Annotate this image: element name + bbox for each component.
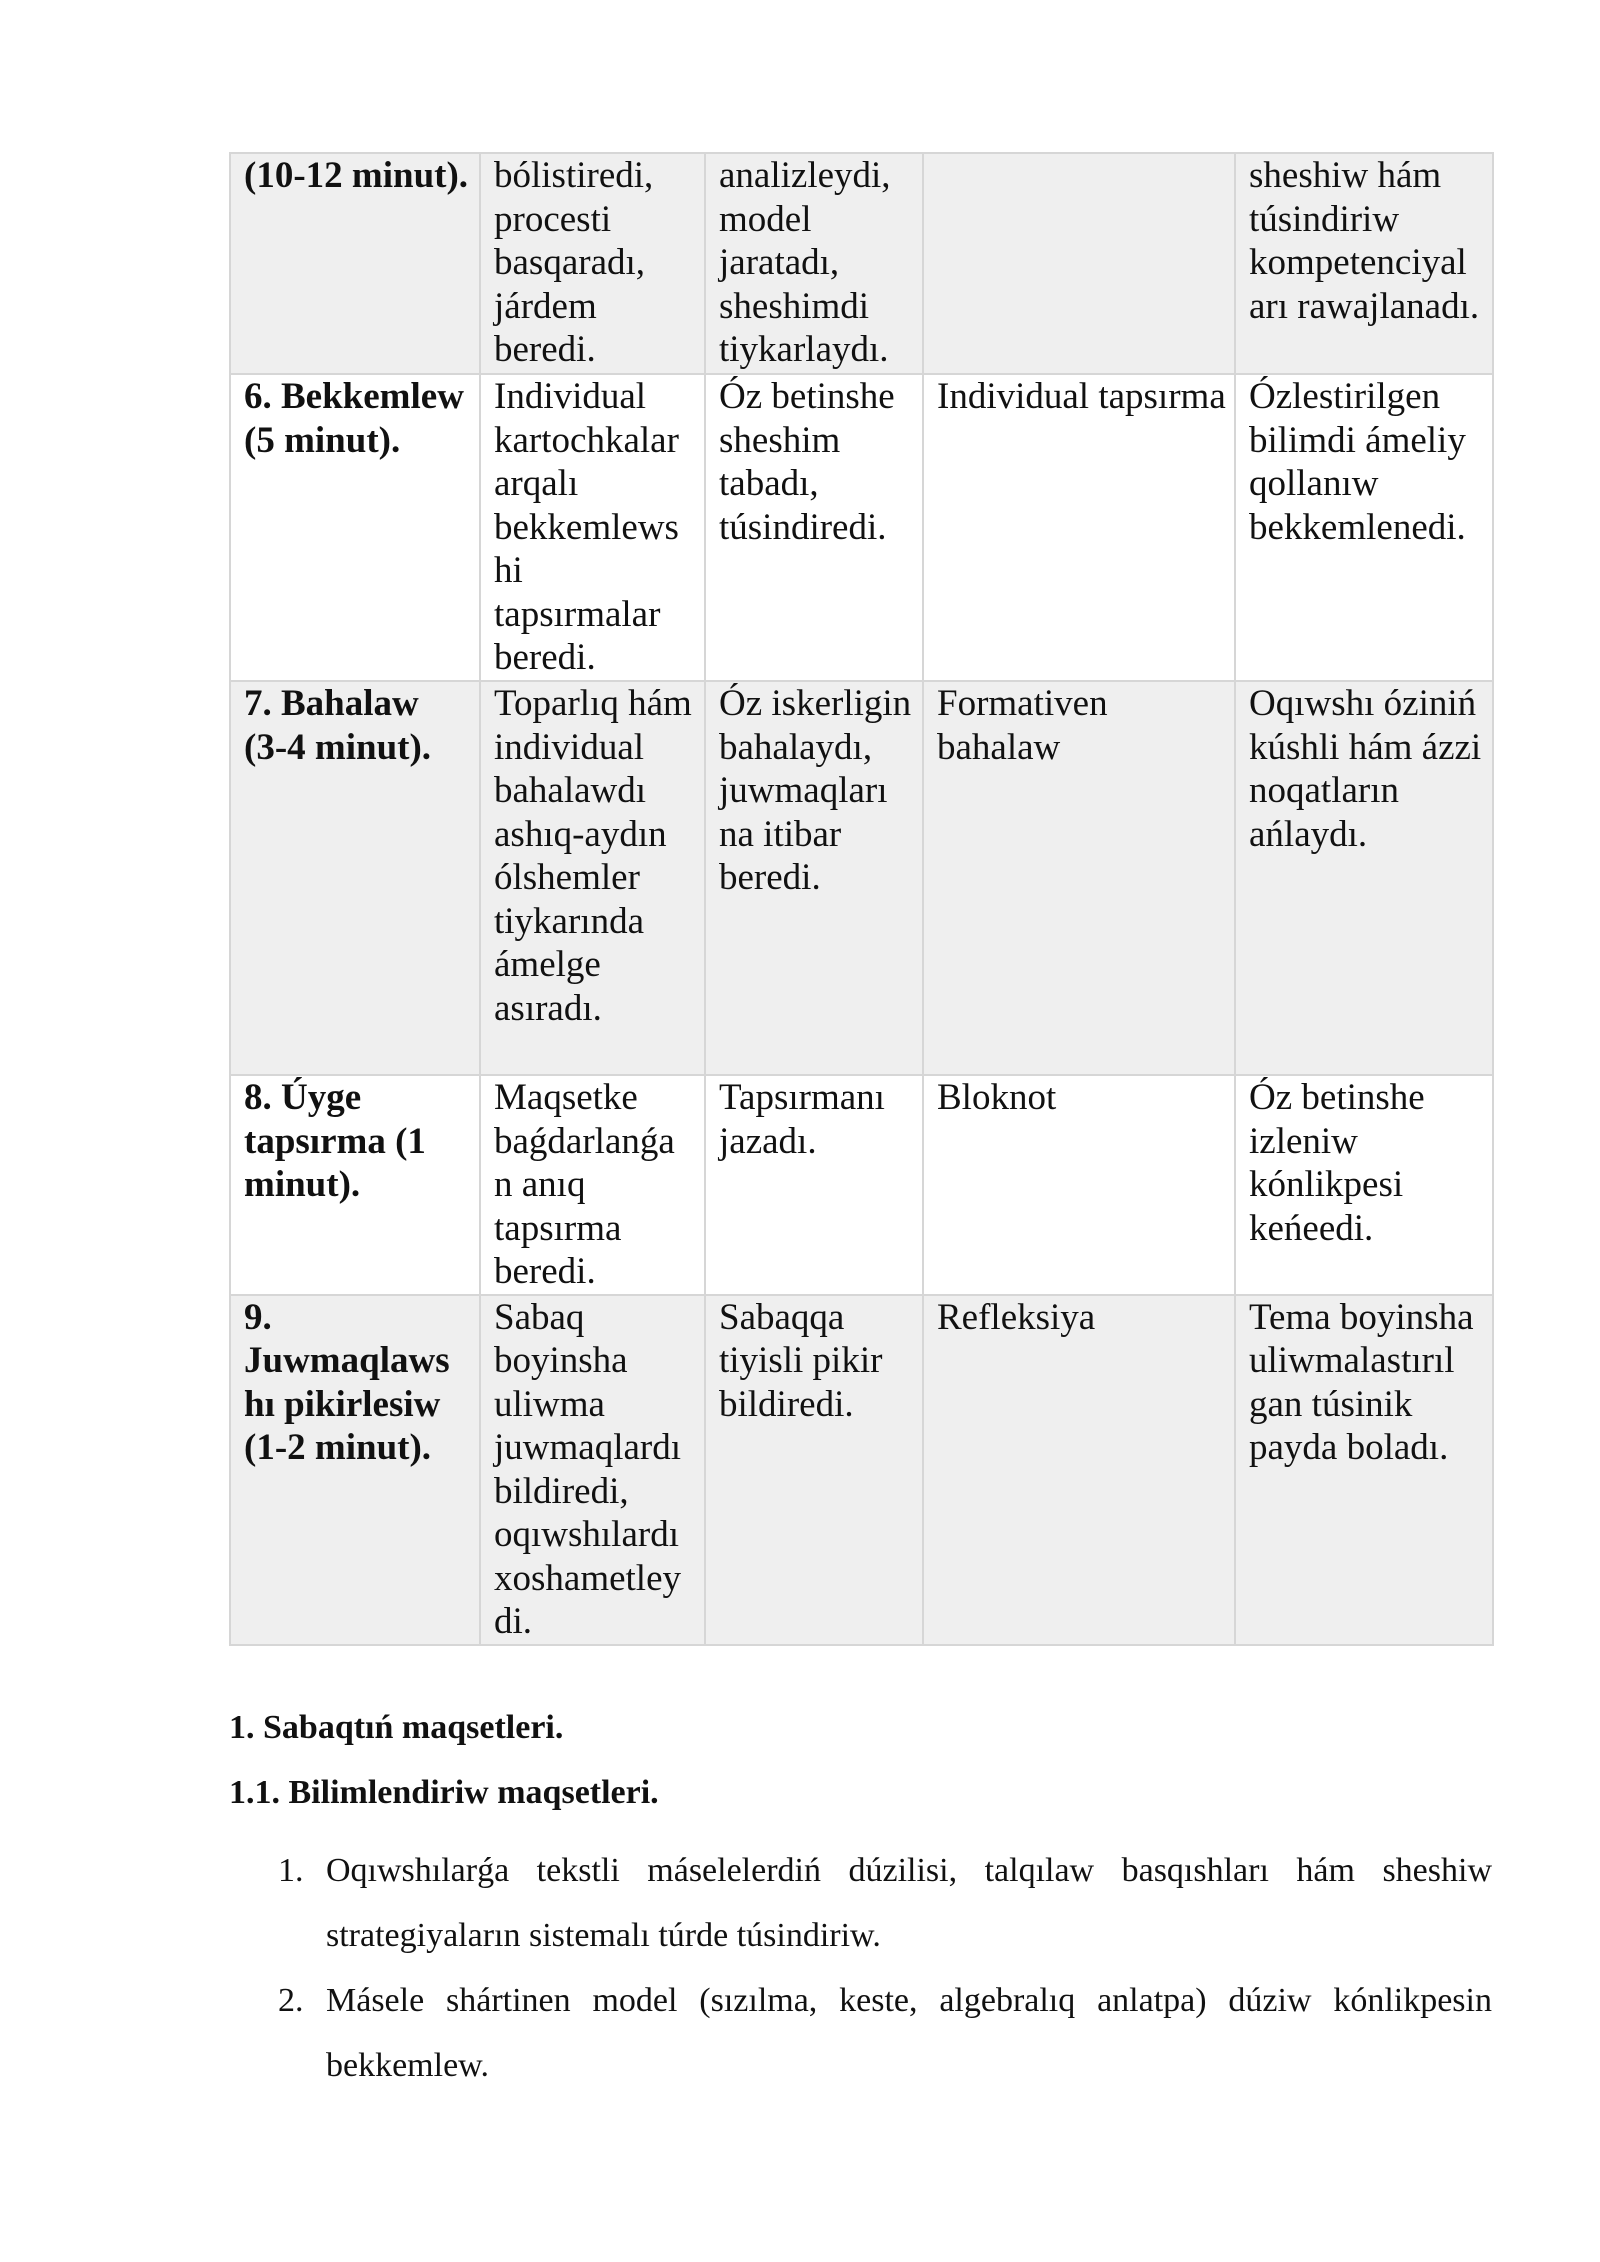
tool-cell: Refleksiya xyxy=(923,1295,1235,1645)
tool-cell: Formativen bahalaw xyxy=(923,681,1235,1075)
result-cell: Tema boyinsha uliwmalastırıl gan túsinik payda boladı. xyxy=(1235,1295,1493,1645)
table-row xyxy=(230,681,1493,1075)
teacher-activity-cell: Toparlıq hám individual bahalawdı ashıq-aydın ólshemler tiykarında ámelge asıradı. xyxy=(480,681,705,1075)
goals-list xyxy=(229,1838,1492,2098)
teacher-activity-cell: bólistiredi, procesti basqaradı, járdem beredi. xyxy=(480,153,705,374)
result-cell: Ózlestirilgen bilimdi ámeliy qollanıw bekkemlenedi. xyxy=(1235,374,1493,681)
subsection-heading: 1.1. Bilimlendiriw maqsetleri. xyxy=(229,1774,659,1811)
list-item-number: 1. xyxy=(278,1852,304,1889)
teacher-activity-cell: Maqsetke baǵdarlanǵa n anıq tapsırma beredi. xyxy=(480,1075,705,1295)
result-cell: Oqıwshı óziniń kúshli hám ázzi noqatların ańlaydı. xyxy=(1235,681,1493,1075)
stage-cell: (10-12 minut). xyxy=(230,153,480,374)
list-item xyxy=(229,1838,1492,1968)
table-row xyxy=(230,1295,1493,1645)
list-item-text: Oqıwshılarǵa tekstli máselelerdiń dúzilisi, talqılaw basqıshları hám sheshiw strategiyaların sistemalı túrde túsindiriw. xyxy=(326,1852,1492,1954)
stage-cell: 8. Úyge tapsırma (1 minut). xyxy=(230,1075,480,1295)
table-row xyxy=(230,153,1493,374)
teacher-activity-cell: Sabaq boyinsha uliwma juwmaqlardı bildiredi, oqıwshılardı xoshametley di. xyxy=(480,1295,705,1645)
student-activity-cell: Óz iskerligin bahalaydı, juwmaqları na itibar beredi. xyxy=(705,681,923,1075)
student-activity-cell: Óz betinshe sheshim tabadı, túsindiredi. xyxy=(705,374,923,681)
student-activity-cell: analizleydi, model jaratadı, sheshimdi tiykarlaydı. xyxy=(705,153,923,374)
tool-cell xyxy=(923,153,1235,374)
student-activity-cell: Tapsırmanı jazadı. xyxy=(705,1075,923,1295)
teacher-activity-cell: Individual kartochkalar arqalı bekkemlews hi tapsırmalar beredi. xyxy=(480,374,705,681)
list-item-number: 2. xyxy=(278,1982,304,2019)
list-item-text: Másele shártinen model (sızılma, keste, algebralıq anlatpa) dúziw kónlikpesin bekkemlew. xyxy=(326,1982,1492,2084)
table-row xyxy=(230,374,1493,681)
list-item xyxy=(229,1968,1492,2098)
section-heading: 1. Sabaqtıń maqsetleri. xyxy=(229,1709,564,1746)
table-row xyxy=(230,1075,1493,1295)
tool-cell: Individual tapsırma xyxy=(923,374,1235,681)
student-activity-cell: Sabaqqa tiyisli pikir bildiredi. xyxy=(705,1295,923,1645)
stage-cell: 9. Juwmaqlaws hı pikirlesiw (1-2 minut). xyxy=(230,1295,480,1645)
stage-cell: 7. Bahalaw (3-4 minut). xyxy=(230,681,480,1075)
stage-cell: 6. Bekkemlew (5 minut). xyxy=(230,374,480,681)
result-cell: sheshiw hám túsindiriw kompetenciyal arı rawajlanadı. xyxy=(1235,153,1493,374)
tool-cell: Bloknot xyxy=(923,1075,1235,1295)
result-cell: Óz betinshe izleniw kónlikpesi keńeedi. xyxy=(1235,1075,1493,1295)
lesson-plan-table xyxy=(229,152,1494,1646)
